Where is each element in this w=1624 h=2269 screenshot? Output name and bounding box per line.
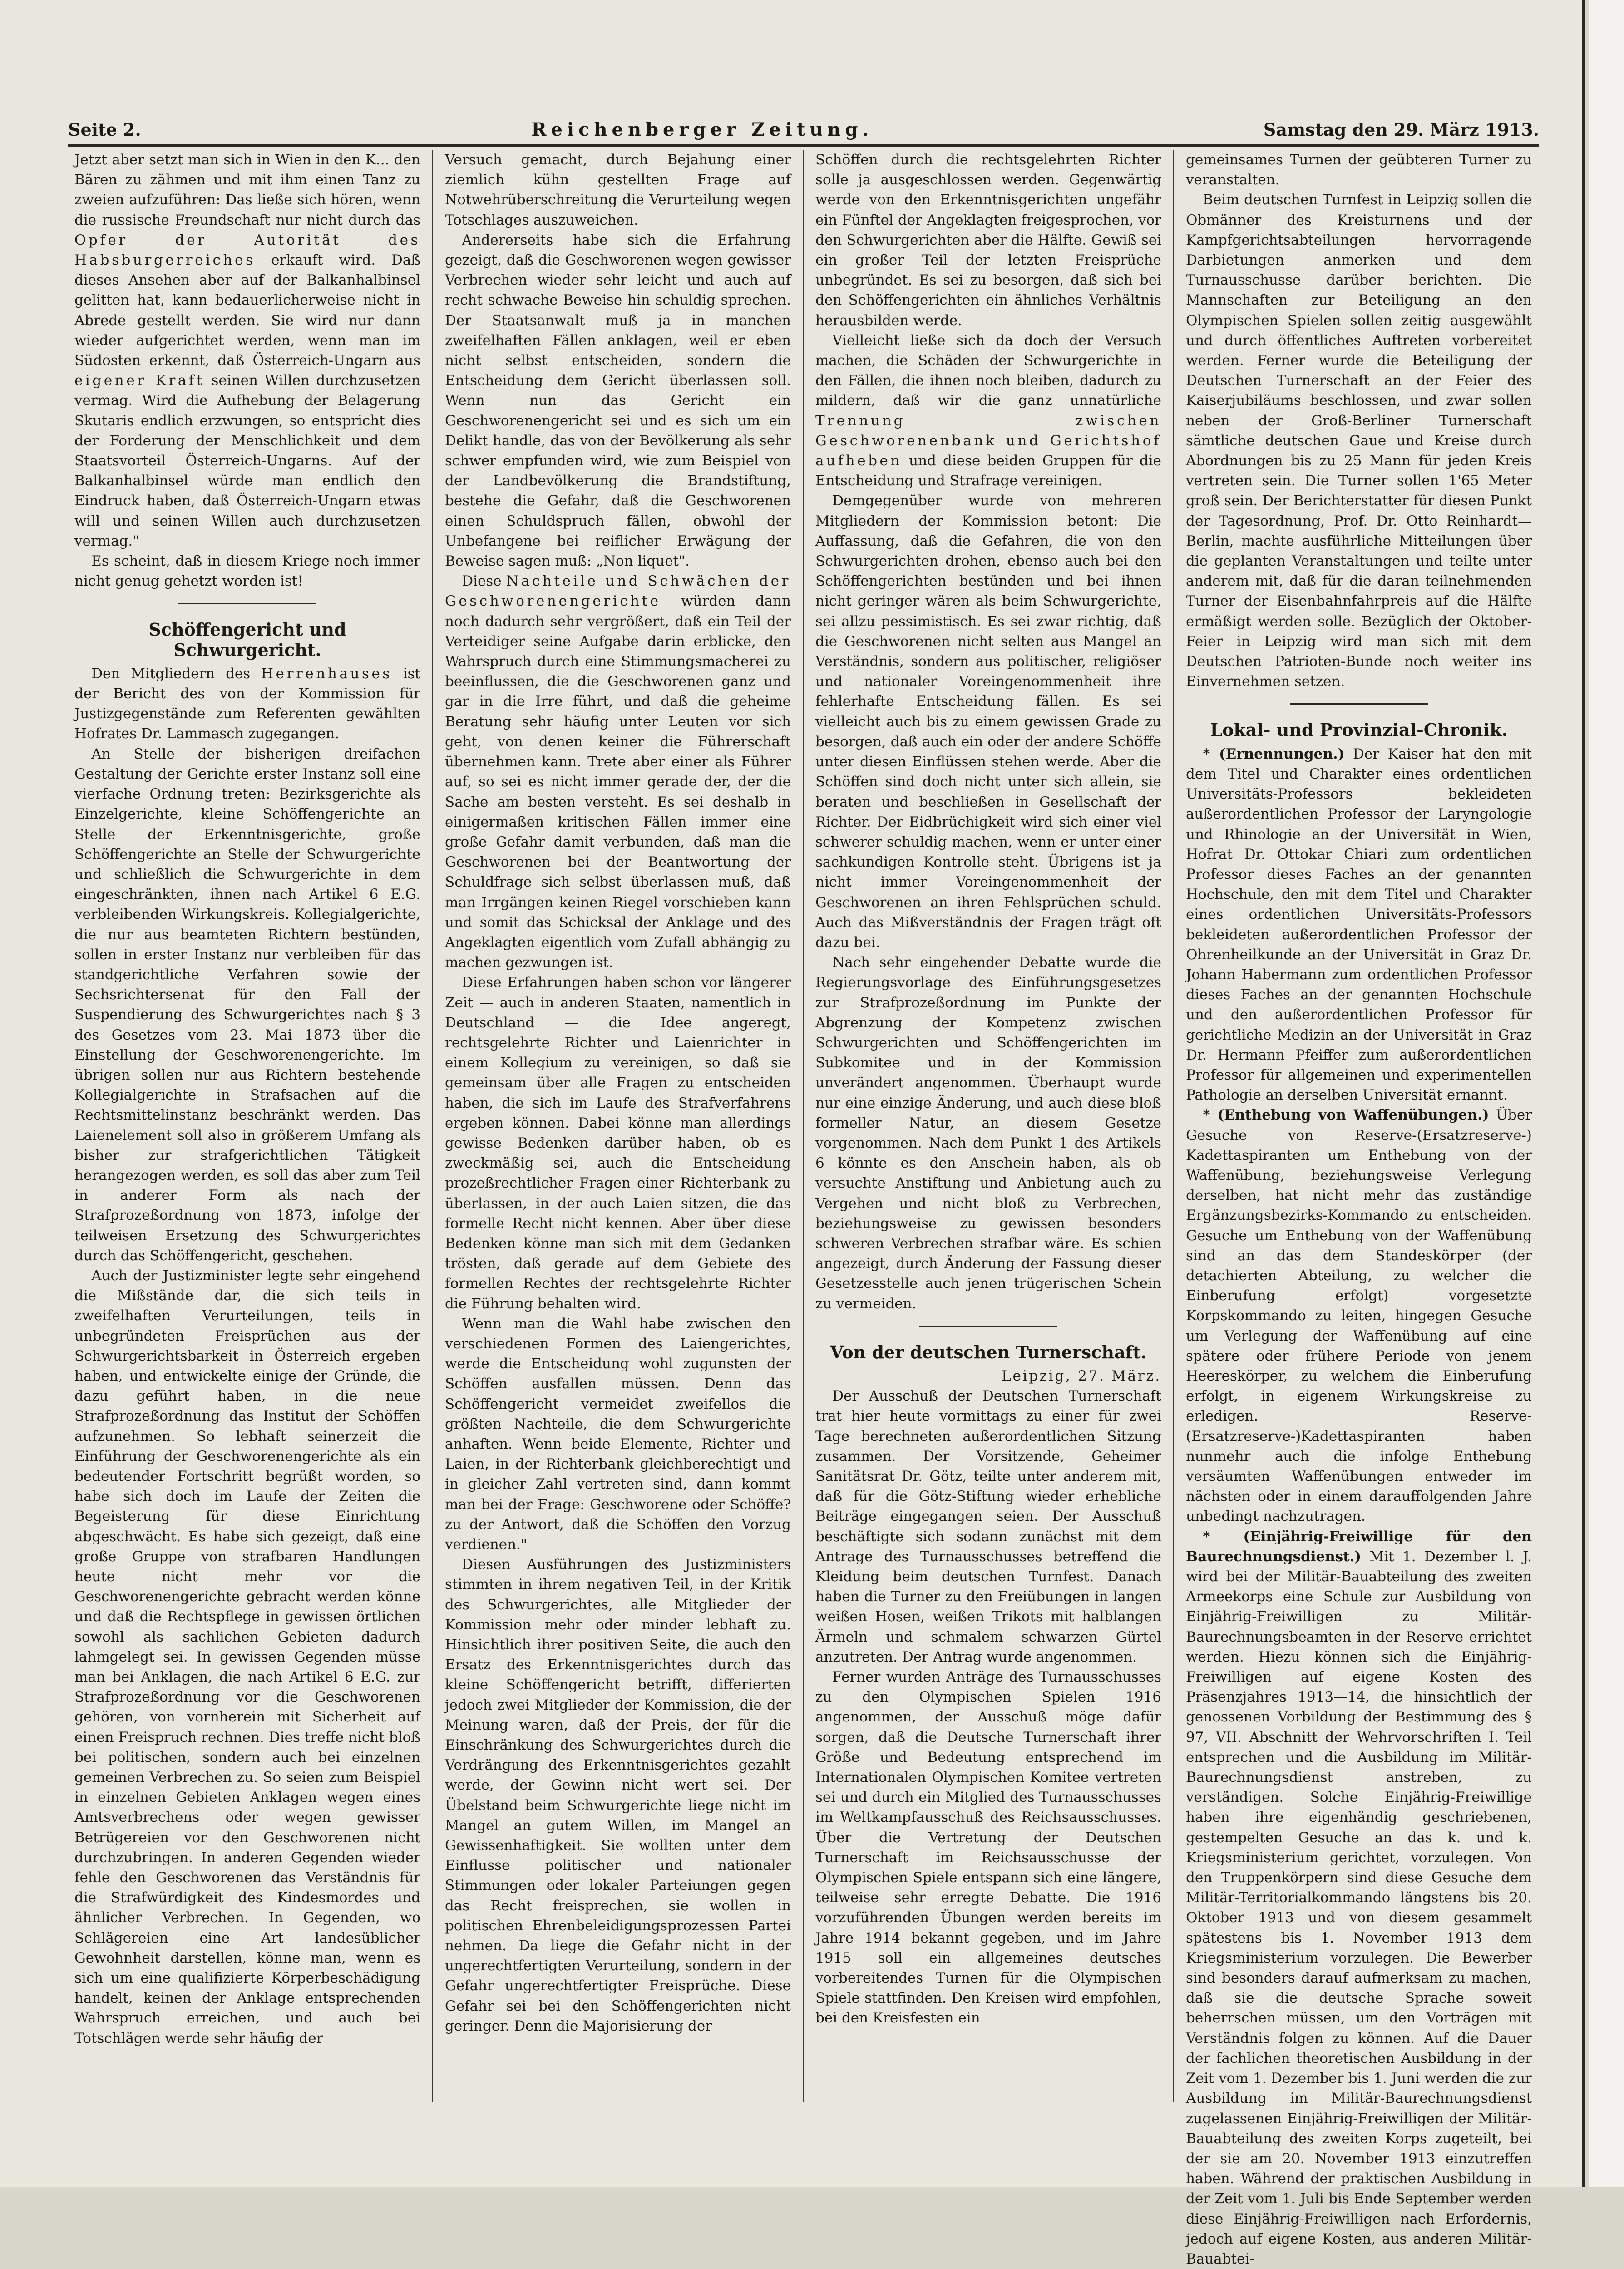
page-number: Seite 2. bbox=[68, 119, 141, 140]
paragraph: Nach sehr eingehender Debatte wurde die Regierungsvorlage des Einführungsgesetzes zur Strafprozeßordnung im Punkte der Abgrenzung der Kompetenz zwischen Schwurgerichten und Schöffengerichten im Subkomitee und in der Kommission unverändert angenommen. Überhaupt wurde nur eine einzige Änderung, und auch diese bloß formeller Natur, an diesem Gesetze vorgenommen. Nach dem Punkt 1 des Artikels 6 könnte es den Anschein haben, als ob versuchte Anstiftung und Anbietung auch zu Vergehen und nicht bloß zu Verbrechen, beziehungsweise zu gewissen besonders schweren Verbrechen strafbar wäre. Es schien angezeigt, durch Änderung der Fassung dieser Gesetzesstelle auch jenen trügerischen Schein zu vermeiden. bbox=[815, 954, 1161, 1312]
paragraph: Wenn man die Wahl habe zwischen den verschiedenen Formen des Laiengerichtes, werde die Entscheidung wohl zugunsten der Schöffen ausfallen müssen. Denn das Schöffengericht vermeidet zweifellos die größten Nachteile, die dem Schwurgerichte anhaften. Wenn beide Elemente, Richter und Laien, in der Richterbank gleichberechtigt und in gleicher Zahl vertreten sind, dann kommt man bei der Frage: Geschworene oder Schöffe? zu der Antwort, daß die Schöffen den Vorzug verdienen." bbox=[445, 1315, 791, 1553]
paragraph: Schöffen durch die rechtsgelehrten Richter solle ja ausgeschlossen werden. Gegenwärtig werde von den Erkenntnisgerichten ungefähr ein Fünftel der Angeklagten freigesprochen, vor den Schwurgerichten aber die Hälfte. Gewiß sei ein großer Teil der letzten Freisprüche unbegründet. Es sei zu besorgen, daß sich bei den Schöffengerichten ein ähnliches Verhältnis herausbilden werde. bbox=[815, 152, 1161, 329]
article-heading-lokal-chronik: Lokal- und Provinzial-Chronik. bbox=[1210, 720, 1508, 740]
paragraph: * (Enthebung von Waffenübungen.) Über Gesuche von Reserve-(Ersatzreserve-) Kadettaspiranten um Enthebung von der Waffenübung, beziehungsweise Verlegung derselben, hat nicht mehr das zuständige Ergänzungsbezirks-Kommando zu entscheiden. Gesuche um Enthebung von der Waffenübung sind an das dem Standeskörper (der detachierten Abteilung, zu welcher die Einberufung erfolgt) vorgesetzte Korpskommando zu leiten, hingegen Gesuche um Verlegung der Waffenübung auf eine spätere oder frühere Periode von jenem Heereskörper, zu welchem die Einberufung erfolgt, in eigenem Wirkungskreise zu erledigen. Reserve-(Ersatzreserve-)Kadettaspiranten haben nunmehr auch die infolge Enthebung versäumten Waffenübungen entweder im nächsten oder in einem darauffolgenden Jahre unbedingt nachzutragen. bbox=[1186, 1107, 1532, 1525]
column-separator bbox=[427, 150, 439, 2102]
column-separator bbox=[797, 150, 809, 2102]
paragraph: Andererseits habe sich die Erfahrung gezeigt, daß die Geschworenen wegen gewisser Verbrechen wieder sehr leicht und auch auf recht schwache Beweise hin schuldig sprechen. Der Staatsanwalt muß ja in manchen zweifelhaften Fällen anklagen, weil er eben nicht selbst entscheiden, sondern die Entscheidung dem Gericht überlassen soll. Wenn nun das Gericht ein Geschworenengericht sei und es sich um ein Delikt handle, das von der Bevölkerung als sehr schwer empfunden wird, wie zum Beispiel von der Landbevölkerung die Brandstiftung, bestehe die Gefahr, daß die Geschworenen einen Schuldspruch fällen, obwohl der Unbefangene bei reiflicher Erwägung der Beweise sagen muß: „Non liquet". bbox=[445, 232, 791, 570]
scan-margin bbox=[1589, 0, 1624, 2187]
paragraph: Der Ausschuß der Deutschen Turnerschaft trat hier heute vormittags zu einer für zwei Tage berechneten außerordentlichen Sitzung zusammen. Der Vorsitzende, Geheimer Sanitätsrat Dr. Götz, teilte unter anderem mit, daß für die Götz-Stiftung wieder erhebliche Beiträge eingegangen seien. Der Ausschuß beschäftigte sich sodann zunächst mit dem Antrage des Turnausschusses betreffend die Kleidung beim deutschen Turnfest. Danach haben die Turner zu den Freiübungen in langen weißen Hosen, weißen Trikots mit halblangen Ärmeln und schmalem schwarzen Gürtel anzutreten. Der Antrag wurde angenommen. bbox=[815, 1388, 1161, 1665]
paragraph: Vielleicht ließe sich da doch der Versuch machen, die Schäden der Schwurgerichte in den Fällen, die ihnen noch bleiben, dadurch zu mildern, daß wir die ganz unnatürliche Trennung zwischen Geschworenenbank und Gerichtshof aufheben und diese beiden Gruppen für die Entscheidung und Strafrage vereinigen. bbox=[815, 332, 1161, 489]
column-4 bbox=[1180, 150, 1538, 2267]
paragraph: An Stelle der bisherigen dreifachen Gestaltung der Gerichte erster Instanz soll eine vierfache Ordnung treten: Bezirksgerichte als Einzelgerichte, kleine Schöffengerichte an Stelle der Erkenntnisgerichte, große Schöffengerichte an Stelle der Schwurgerichte und schließlich die Schwurgerichte in dem eingeschränkten, ihnen nach Artikel 6 E.G. verbleibenden Wirkungskreis. Kollegialgerichte, die nur aus beamteten Richtern bestünden, sollen in erster Instanz nur verbleiben für das standgerichtliche Verfahren sowie der Sechsrichtersenat für den Fall der Suspendierung des Schwurgerichtes nach § 3 des Gesetzes vom 23. Mai 1873 über die Einstellung der Geschworenengerichte. Im übrigen sollen nur aus Richtern bestehende Kollegialgerichte in Strafsachen auf die Rechtsmittelinstanz beschränkt werden. Das Laienelement soll also in größerem Umfang als bisher zur strafgerichtlichen Tätigkeit herangezogen werden, es soll das aber zum Teil in anderer Form als nach der Strafprozeßordnung von 1873, infolge der teilweisen Ersetzung des Schwurgerichtes durch das Schöffengericht, geschehen. bbox=[74, 745, 420, 1264]
article-columns bbox=[68, 150, 1539, 2267]
issue-date: Samstag den 29. März 1913. bbox=[1263, 119, 1539, 140]
paragraph: Es scheint, daß in diesem Kriege noch immer nicht genug gehetzt worden ist! bbox=[74, 553, 420, 590]
paragraph: Ferner wurden Anträge des Turnausschusses zu den Olympischen Spielen 1916 angenommen, der Ausschuß möge dafür sorgen, daß die Deutsche Turnerschaft ihrer Größe und Bedeutung entsprechend im Internationalen Olympischen Komitee vertreten sei und durch ein Mitglied des Turnausschusses im Weltkampfausschuß des Reichsausschusses. Über die Vertretung der Deutschen Turnerschaft im Reichsausschusse der Olympischen Spiele entspann sich eine längere, teilweise sehr erregte Debatte. Die 1916 vorzuführenden Übungen werden bereits im Jahre 1914 bekannt gegeben, und im Jahre 1915 soll ein allgemeines deutsches vorbereitendes Turnen für die Olympischen Spiele stattfinden. Den Kreisen wird empfohlen, bei den Kreisfesten ein bbox=[815, 1669, 1161, 2027]
paragraph: Diese Erfahrungen haben schon vor längerer Zeit — auch in anderen Staaten, namentlich in Deutschland — die Idee angeregt, rechtsgelehrte Richter und Laienrichter in einem Kollegium zu vereinigen, so daß sie gemeinsam über alle Fragen zu entscheiden haben, die sich im Laufe des Strafverfahrens ergeben können. Dabei könne man allerdings gewisse Bedenken darüber haben, ob es zweckmäßig sei, auch die Entscheidung prozeßrechtlicher Fragen einer Richterbank zu überlassen, in der auch Laien sitzen, die das formelle Recht nicht kennen. Aber über diese Bedenken könne man sich mit dem Gedanken trösten, daß gerade auf dem Gebiete des formellen Rechtes der rechtsgelehrte Richter die Führung behalten wird. bbox=[445, 974, 791, 1312]
column-separator bbox=[1168, 150, 1180, 2102]
article-heading-schoeffengericht: Schöffengericht und Schwurgericht. bbox=[148, 619, 346, 660]
paragraph: Den Mitgliedern des Herrenhauses ist der Bericht des von der Kommission für Justizgegenstände zum Referenten gewählten Hofrates Dr. Lammasch zugegangen. bbox=[74, 665, 421, 742]
column-2 bbox=[439, 150, 797, 2102]
section-divider bbox=[1290, 703, 1428, 705]
dateline: Leipzig, 27. März. bbox=[1002, 1367, 1161, 1384]
masthead bbox=[68, 116, 1539, 143]
paragraph: Beim deutschen Turnfest in Leipzig sollen die Obmänner des Kreisturnens und der Kampfgerichtsabteilungen hervorragende Darbietungen anmerken und dem Turnausschusse darüber berichten. Die Mannschaften zur Beteiligung an den Olympischen Spielen sollen zeitig ausgewählt und durch öffentliches Auftreten vorbereitet werden. Ferner wurde die Beteiligung der Deutschen Turnerschaft an der Feier des Kaiserjubiläums beschlossen, und zwar sollen neben der Groß-Berliner Turnerschaft sämtliche deutschen Gaue und Kreise durch Abordnungen bis zu 25 Mann für jeden Kreis vertreten sein. Die Turner sollen 1'65 Meter groß sein. Der Berichterstatter für diesen Punkt der Tagesordnung, Prof. Dr. Otto Reinhardt—Berlin, machte ausführliche Mitteilungen über die geplanten Veranstaltungen und teilte unter anderem mit, daß für die daran teilnehmenden Turner der Eisenbahnfahrpreis auf die Hälfte ermäßigt werden solle. Bezüglich der Oktober-Feier in Leipzig wird man sich mit dem Deutschen Patrioten-Bunde noch weiter ins Einvernehmen setzen. bbox=[1186, 192, 1532, 690]
paragraph: Demgegenüber wurde von mehreren Mitgliedern der Kommission betont: Die Auffassung, daß die Gefahren, die von den Schwurgerichten drohen, ebenso auch bei den Schöffengerichten bestünden und bei ihnen nicht geringer wären als beim Schwurgerichte, sei allzu pessimistisch. Es sei zwar richtig, daß die Geschworenen nicht selten aus Mangel an Verständnis, sondern aus politischer, religiöser und nationaler Voreingenommenheit ihre fehlerhafte Entscheidung fällen. Es sei vielleicht auch bis zu einem gewissen Grade zu besorgen, daß auch ein oder der andere Schöffe unter diesen Einflüssen stehen werde. Aber die Schöffen sind doch nicht unter sich allein, sie beraten und beschließen in Gesellschaft der Richter. Der Eidbrüchigkeit wird sich einer viel schwerer schuldig machen, wenn er unter einer sachkundigen Kontrolle steht. Übrigens ist ja nicht immer Voreingenommenheit der Geschworenen an ihren Fehlsprüchen schuld. Auch das Mißverständnis der Fragen trägt oft dazu bei. bbox=[815, 493, 1161, 951]
paragraph: Diese Nachteile und Schwächen der Geschworenengerichte würden dann noch dadurch sehr vergrößert, daß ein Teil der Verteidiger seine Aufgabe darin erblicke, den Wahrspruch durch eine Stimmungsmacherei zu beeinflussen, die die Geschworenen ganz und gar in die Irre führt, und daß die geheime Beratung sehr häufig unter Leuten vor sich geht, von denen keiner die Führerschaft übernehmen kann. Trete aber einer als Führer auf, so sei es nicht immer gerade der, der die Sache am besten versteht. Es sei deshalb in einigermaßen kritischen Fällen immer eine große Gefahr damit verbunden, daß man die Geschworenen bei der Beantwortung der Schuldfrage sich selbst überlassen muß, daß man Irrgängen keinen Riegel vorschieben kann und somit das Schicksal der Anklage und des Angeklagten eigentlich vom Zufall abhängig zu machen gezwungen ist. bbox=[445, 573, 791, 971]
paragraph: Auch der Justizminister legte sehr eingehend die Mißstände dar, die sich teils in zweifelhaften Verurteilungen, teils in unbegründeten Freisprüchen aus der Schwurgerichtsbarkeit in Österreich ergeben haben, und entwickelte einige der Gründe, die dazu geführt haben, in die neue Strafprozeßordnung das Institut der Schöffen aufzunehmen. So lebhaft seinerzeit die Einführung der Geschworenengerichte als ein bedeutender Fortschritt begrüßt worden, so habe sich doch im Laufe der Zeiten die Begeisterung für diese Einrichtung abgeschwächt. Es habe sich gezeigt, daß eine große Gruppe von strafbaren Handlungen heute nicht mehr vor die Geschworenengerichte gebracht werden könne und daß die Rechtspflege in gewissen örtlichen sowohl als sachlichen Gebieten dadurch lahmgelegt sei. In gewissen Gegenden müsse man bei Anklagen, die nach Artikel 6 E.G. zur Strafprozeßordnung vor die Geschworenen gehören, von vornherein mit Sicherheit auf einen Freispruch rechnen. Dies treffe nicht bloß bei politischen, sondern auch bei einzelnen gemeinen Verbrechen zu. So seien zum Beispiel in einzelnen Gebieten Anklagen wegen eines Amtsverbrechens oder wegen gewisser Betrügereien vor den Geschworenen nicht durchzubringen. In anderen Gegenden wieder fehle den Geschworenen das Verständnis für die Strafwürdigkeit des Kindesmordes und ähnlicher Verbrechen. In Gegenden, wo Schlägereien eine Art landesüblicher Gewohnheit darstellen, könne man, wenn es sich um eine qualifizierte Körperbeschädigung handelt, keinen der Anklage entsprechenden Wahrspruch erreichen, und auch bei Totschlägen werde sehr häufig der bbox=[74, 1267, 420, 2047]
paragraph: * (Einjährig-Freiwillige für den Baurechnungsdienst.) Mit 1. Dezember l. J. wird bei der Militär-Bauabteilung des zweiten Armeekorps eine Schule zur Ausbildung von Einjährig-Freiwilligen zu Militär-Baurechnungsbeamten in der Reserve errichtet werden. Hiezu können sich die Einjährig-Freiwilligen auf eigene Kosten des Präsenzjahres 1913—14, die hinsichtlich der genossenen Vorbildung der Bestimmung des § 97, VII. Abschnitt der Wehrvorschriften I. Teil entsprechen und die Ausbildung im Militär-Baurechnungsdienst anstreben, zu verständigen. Solche Einjährig-Freiwillige haben ihre eigenhändig geschriebenen, gestempelten Gesuche an das k. und k. Kriegsministerium gerichtet, vorzulegen. Von den Truppenkörpern sind diese Gesuche dem Militär-Territorialkommando längstens bis 20. Oktober 1913 und von diesem gesammelt spätestens bis 1. November 1913 dem Kriegsministerium vorzulegen. Die Bewerber sind besonders darauf aufmerksam zu machen, daß sie die deutsche Sprache soweit beherrschen müssen, um den Vorträgen mit Verständnis folgen zu können. Auf die Dauer der fachlichen theoretischen Ausbildung in der Zeit vom 1. Dezember bis 1. Juni werden die zur Ausbildung im Militär-Baurechnungsdienst zugelassenen Einjährig-Freiwilligen der Militär-Bauabteilung des zweiten Korps zugeteilt, bei der sie am 20. November 1913 einzutreffen haben. Während der praktischen Ausbildung in der Zeit vom 1. Juli bis Ende September werden diese Einjährig-Freiwilligen nach Erfordernis, jedoch auf eigene Kosten, aus anderen Militär-Bauabtei- bbox=[1186, 1528, 1532, 2267]
newspaper-title: Reichenberger Zeitung. bbox=[531, 118, 874, 140]
column-3 bbox=[809, 150, 1168, 2102]
masthead-rule bbox=[68, 144, 1539, 147]
section-divider bbox=[919, 1326, 1058, 1327]
paragraph: Jetzt aber setzt man sich in Wien in den K... den Bären zu zähmen und mit ihm einen Tanz zu zweien aufzuführen: Das ließe sich hören, wenn die russische Freundschaft nur nicht durch das Opfer der Autorität des Habsburgerreiches erkauft wird. Daß dieses Ansehen aber auf der Balkanhalbinsel gelitten hat, kann bedauerlicherweise nicht in Abrede gestellt werden. Sie wird nur dann wieder aufgerichtet werden, wenn man im Südosten erkennt, daß Österreich-Ungarn aus eigener Kraft seinen Willen durchzusetzen vermag. Wird die Aufhebung der Belagerung Skutaris endlich erzwungen, so entspricht dies der Forderung der Menschlichkeit und dem Staatsvorteil Österreich-Ungarns. Auf der Balkanhalbinsel würde man endlich den Eindruck haben, daß Österreich-Ungarn etwas will und seinen Willen auch durchzusetzen vermag." bbox=[74, 152, 421, 549]
paragraph: Diesen Ausführungen des Justizministers stimmten in ihrem negativen Teil, in der Kritik des Schwurgerichtes, alle Mitglieder der Kommission mehr oder minder lebhaft zu. Hinsichtlich ihrer positiven Seite, die auch den Ersatz des Erkenntnisgerichtes durch das kleine Schöffengericht betrifft, differierten jedoch zwei Mitglieder der Kommission, die der Meinung waren, daß der Preis, der für die Einschränkung des Schwurgerichtes durch die Verdrängung des Erkenntnisgerichtes gezahlt werde, der Gewinn nicht wert sei. Der Übelstand beim Schwurgerichte liege nicht im Mangel an gutem Willen, im Mangel an Gewissenhaftigkeit. Sie wollten unter dem Einflusse politischer und nationaler Stimmungen oder lokaler Parteiungen gegen das Recht freisprechen, sie wollen in politischen Ehrenbeleidigungsprozessen Partei nehmen. Da liege die Gefahr nicht in der ungerechtfertigten Verurteilung, sondern in der Gefahr ungerechtfertigter Freisprüche. Diese Gefahr sei bei den Schöffengerichten nicht geringer. Denn die Majorisierung der bbox=[445, 1556, 791, 2034]
column-1 bbox=[68, 150, 427, 2102]
paragraph: Versuch gemacht, durch Bejahung einer ziemlich kühn gestellten Frage auf Notwehrüberschreitung die Verurteilung wegen Totschlages auszuweichen. bbox=[445, 152, 791, 228]
paragraph: * (Ernennungen.) Der Kaiser hat den mit dem Titel und Charakter eines ordentlichen Universitäts-Professors bekleideten außerordentlichen Professor der Laryngologie und Rhinologie an der Universität in Wien, Hofrat Dr. Ottokar Chiari zum ordentlichen Professor dieses Faches an der genannten Hochschule, den mit dem Titel und Charakter eines ordentlichen Universitäts-Professors bekleideten außerordentlichen Professor der Ohrenheilkunde an der Universität in Graz Dr. Johann Habermann zum ordentlichen Professor dieses Faches an der genannten Hochschule und den außerordentlichen Professor für gerichtliche Medizin an der Universität in Graz Dr. Hermann Pfeiffer zum außerordentlichen Professor für allgemeinen und experimentellen Pathologie an derselben Universität ernannt. bbox=[1186, 745, 1532, 1104]
section-divider bbox=[178, 603, 317, 604]
article-heading-turnerschaft: Von der deutschen Turnerschaft. bbox=[830, 1342, 1147, 1362]
paragraph: gemeinsames Turnen der geübteren Turner zu veranstalten. bbox=[1186, 152, 1532, 188]
